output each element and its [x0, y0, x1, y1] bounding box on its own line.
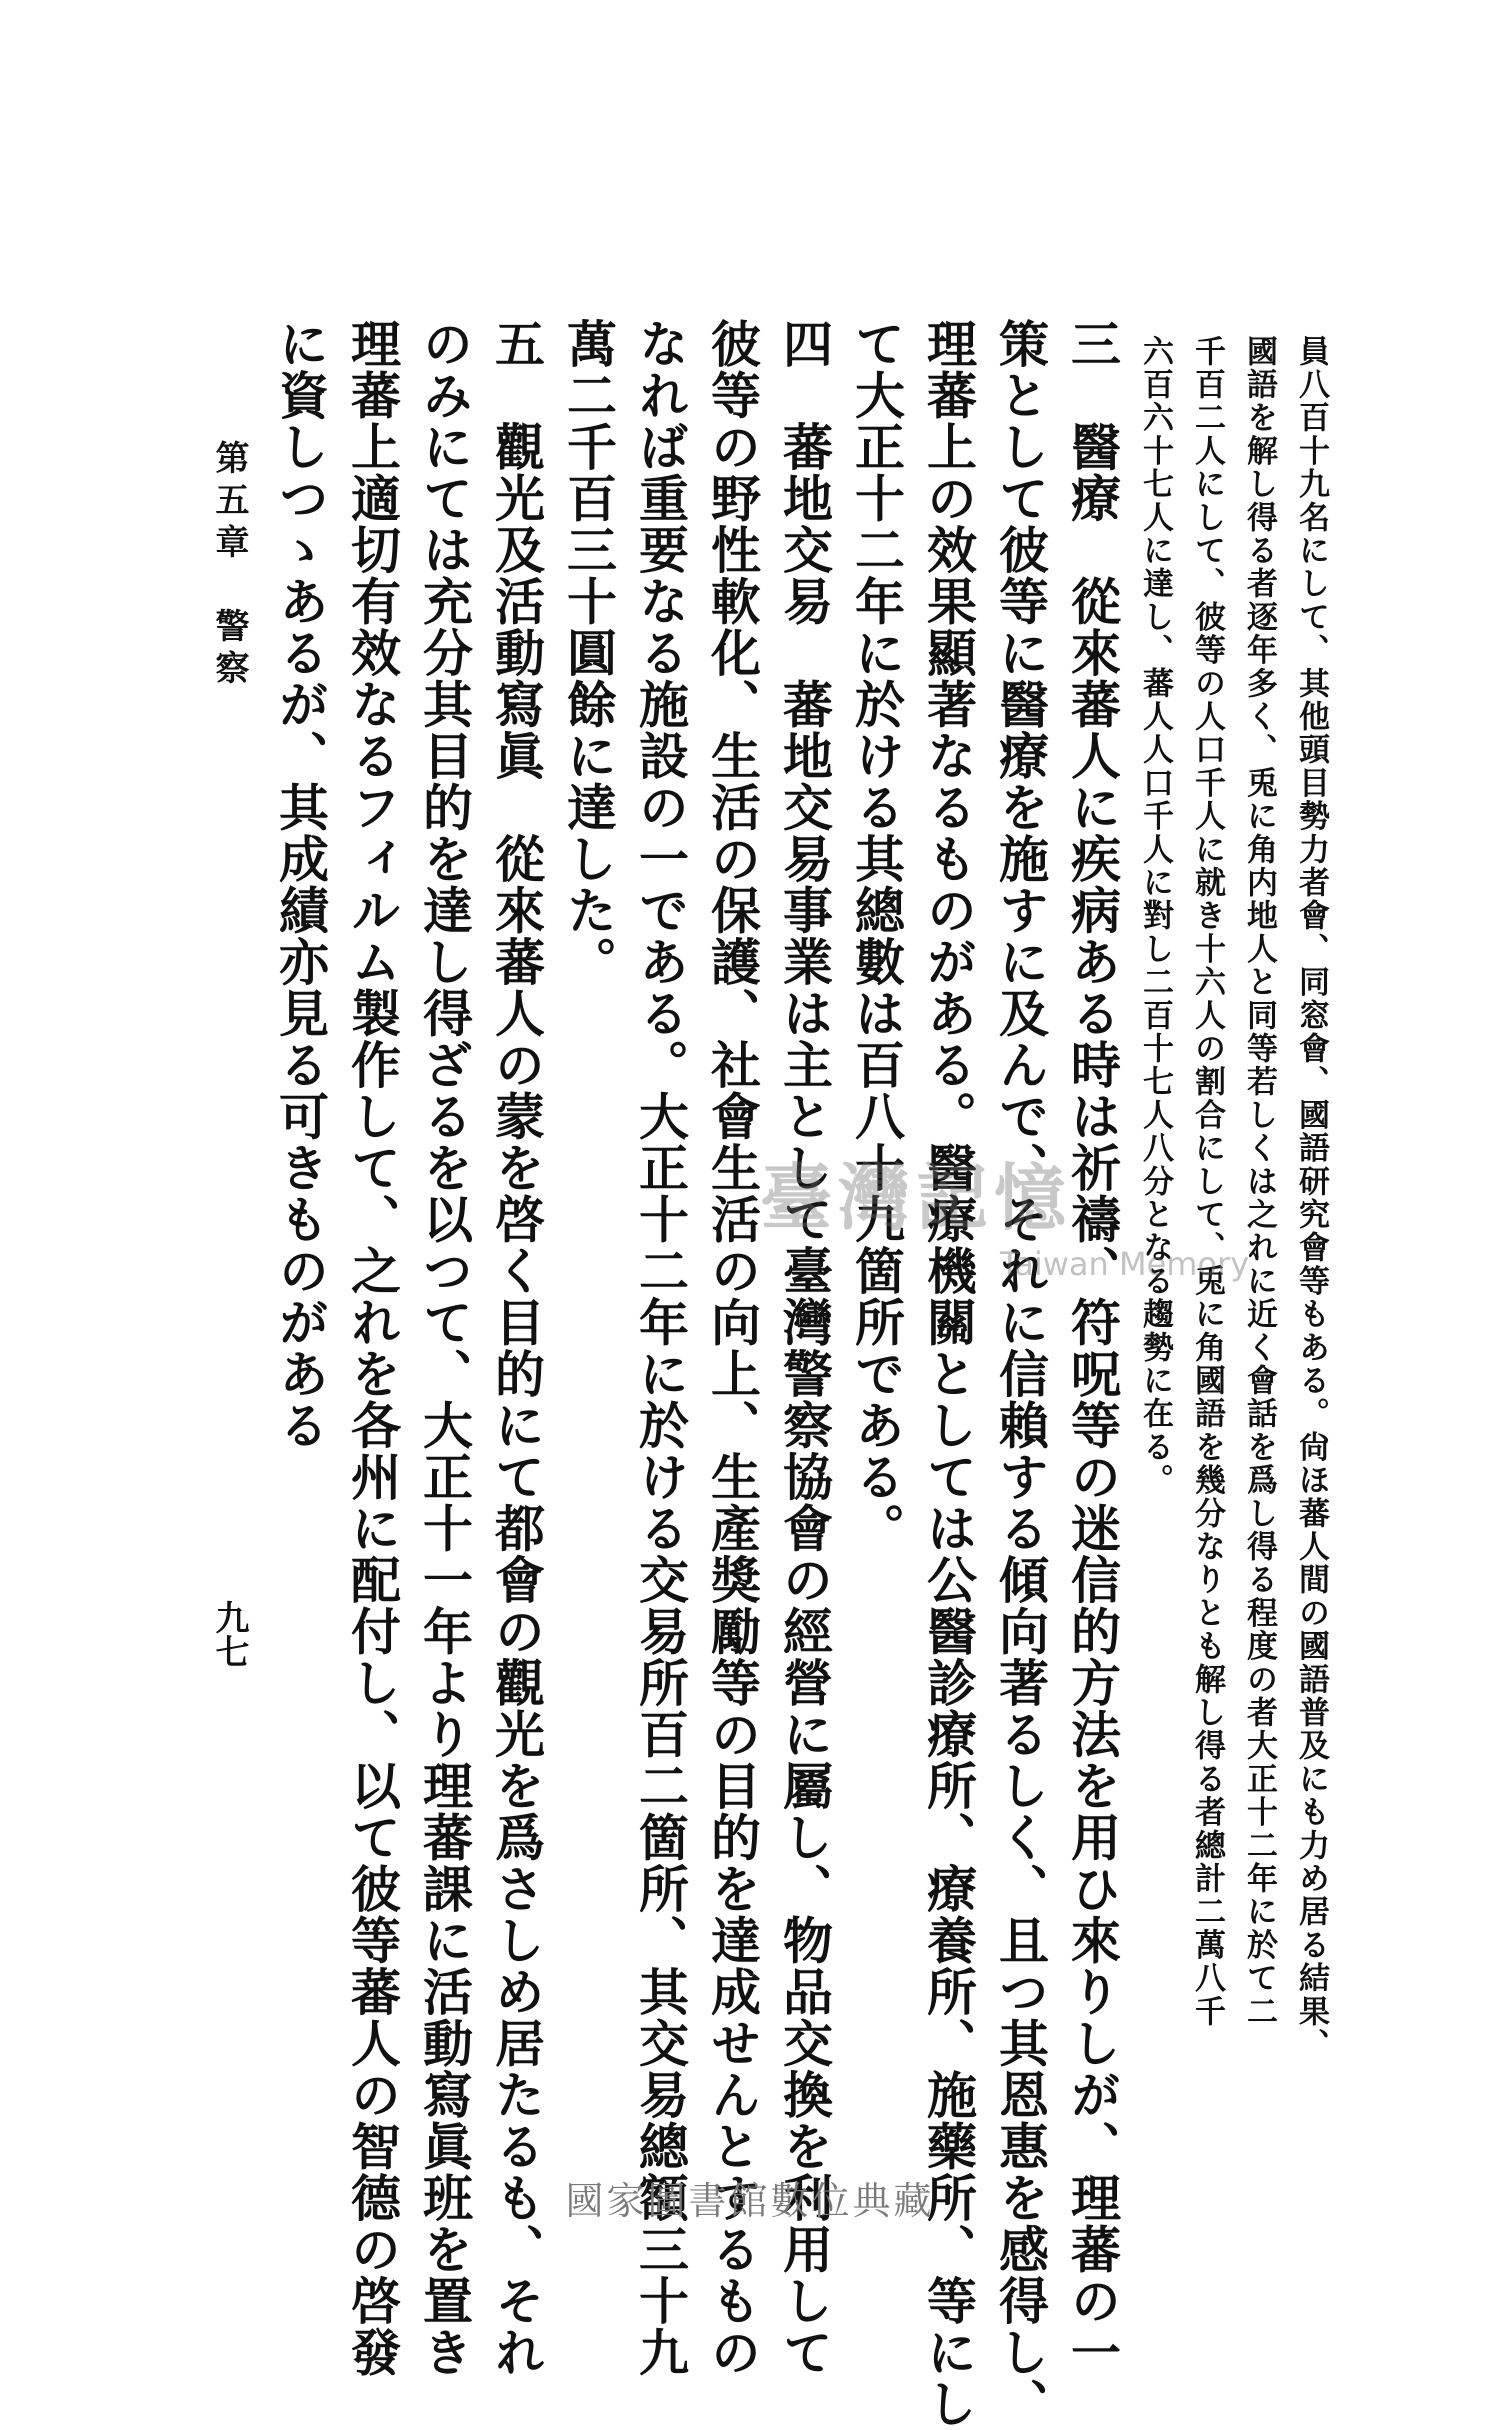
column-text: 從來蕃人に疾病ある時は祈禱、符呪等の迷信的方法を用ひ來りしが、理蕃の一	[1063, 524, 1122, 2378]
section-heading: 三 醫療	[1063, 318, 1122, 524]
text-column	[991, 318, 1050, 2430]
text-column	[703, 318, 762, 2378]
column-text: 六百六十七人に達し、蕃人人口千人に對し二百十七人八分となる趨勢に在る。	[1137, 335, 1173, 1497]
text-column	[919, 318, 978, 2430]
text-column	[1189, 335, 1225, 2029]
column-text: のみにては充分其目的を達し得ざるを以つて、大正十一年より理蕃課に活動寫眞班を置き	[415, 318, 474, 2378]
text-column	[631, 318, 690, 2378]
text-column	[1137, 335, 1173, 1497]
text-column	[343, 318, 402, 2378]
column-text: に資しつゝあるが、其成績亦見る可きものがある	[271, 318, 330, 1451]
column-text: なれば重要なる施設の一である。大正十二年に於ける交易所百二箇所、其交易總額三十九	[631, 318, 690, 2378]
column-text: て大正十二年に於ける其總數は百八十九箇所である。	[847, 318, 906, 1554]
column-text: 蕃地交易事業は主として臺灣警察協會の經營に屬し、物品交換を利用して	[775, 627, 834, 2378]
running-head: 第五章 警察	[209, 440, 249, 692]
text-column	[271, 318, 330, 1451]
text-column	[1241, 335, 1277, 2029]
text-column	[559, 318, 618, 988]
column-text: 策として彼等に醫療を施すに及んで、それに信賴する傾向著るしく、且つ其恩惠を感得し、	[991, 318, 1050, 2430]
footer-credit: 國家圖書館數位典藏	[565, 2179, 935, 2223]
column-text: 理蕃上適切有效なるフィルム製作して、之れを各州に配付し、以て彼等蕃人の智德の啓發	[343, 318, 402, 2378]
column-text: 千百二人にして、彼等の人口千人に就き十六人の割合にして、兎に角國語を幾分なりとも解し得る者總計二萬八千	[1189, 335, 1225, 2029]
watermark-subtext: Taiwan Memory	[1000, 1245, 1250, 1283]
text-column	[847, 318, 906, 1554]
column-text: 理蕃上の效果顯著なるものがある。醫療機關としては公醫診療所、療養所、施藥所、等にし	[919, 318, 978, 2430]
watermark-logo: 臺灣記憶	[760, 1155, 1073, 1240]
text-column	[415, 318, 474, 2378]
text-column	[487, 318, 546, 2378]
column-text: 萬二千百三十圓餘に達した。	[559, 318, 618, 988]
column-text: 彼等の野性軟化、生活の保護、社會生活の向上、生產獎勵等の目的を達成せんとするもの	[703, 318, 762, 2378]
column-text: 從來蕃人の蒙を啓く目的にて都會の觀光を爲さしめ居たるも、それ	[487, 781, 546, 2378]
section-heading: 五 觀光及活動寫眞	[487, 318, 546, 782]
text-column	[1293, 335, 1329, 2062]
column-text: 員八百十九名にして、其他頭目勢力者會、同窓會、國語研究會等もある。尙ほ蕃人間の國語普及にも力め居る結果、	[1293, 335, 1329, 2062]
text-column	[775, 318, 834, 2378]
page-number: 九七	[209, 1600, 249, 1668]
section-heading: 四 蕃地交易	[775, 318, 834, 627]
text-column	[1063, 318, 1122, 2378]
column-text: 國語を解し得る者逐年多く、兎に角内地人と同等若しくは之れに近く會話を爲し得る程度の者大正十二年に於て二	[1241, 335, 1277, 2029]
